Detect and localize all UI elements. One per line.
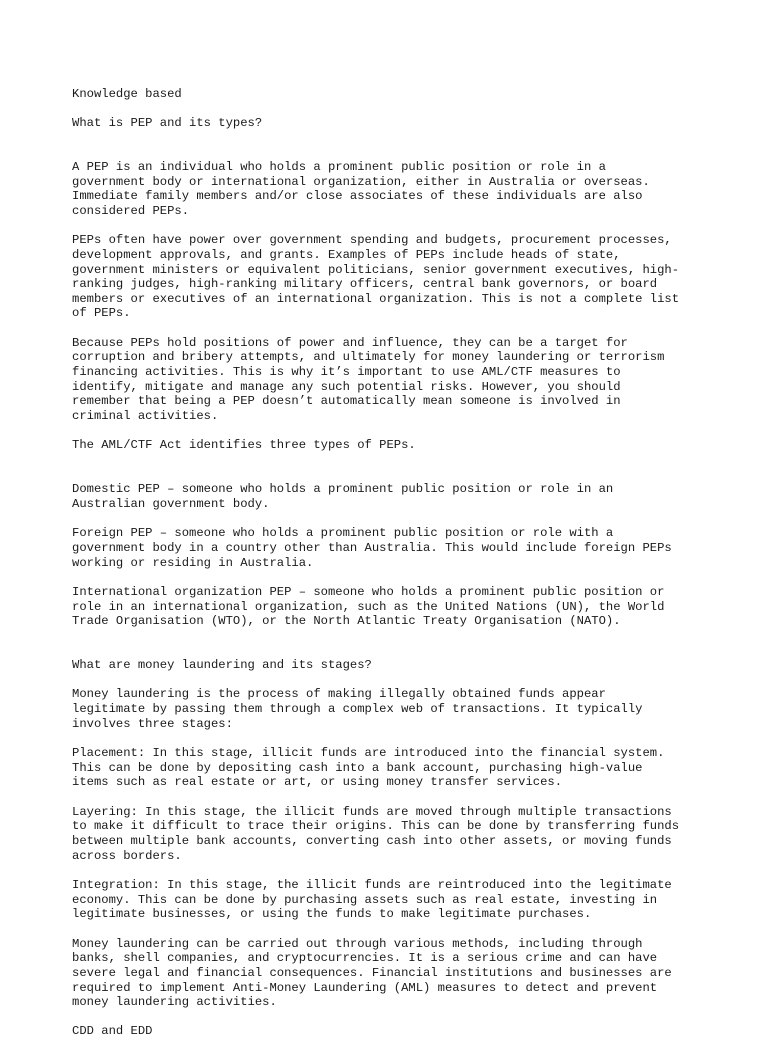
cdd-heading: CDD and EDD xyxy=(72,1024,153,1039)
pep-types-intro: The AML/CTF Act identifies three types of PEPs. xyxy=(72,438,416,453)
ml-question-heading: What are money laundering and its stages? xyxy=(72,658,372,673)
pep-power-paragraph: PEPs often have power over government spending and budgets, procurement processes, development approvals, and grants. Examples of PEPs include heads of state, government ministers or equivalent politicians, senior government executives, high- ranking judges, high-ranking military officers, central bank governors, or board members or executives of an international organization. This is not a complete list of PEPs. xyxy=(72,233,680,321)
category-label: Knowledge based xyxy=(72,86,182,101)
pep-type-international: International organization PEP – someone who holds a prominent public position or role in an international organization, such as the United Nations (UN), the World Trade Organisation (WTO), or the North Atlantic Treaty Organisation (NATO). xyxy=(72,584,665,629)
pep-type-domestic: Domestic PEP – someone who holds a prominent public position or role in an Australian government body. xyxy=(72,482,614,511)
stage-integration: Integration: In this stage, the illicit funds are reintroduced into the legitimate economy. This can be done by purchasing assets such as real estate, investing in legitimate businesses, or using the funds to make legitimate purchases. xyxy=(72,877,672,922)
pep-type-foreign: Foreign PEP – someone who holds a prominent public position or role with a government body in a country other than Australia. This would include foreign PEPs working or residing in Australia. xyxy=(72,526,672,570)
ml-methods-paragraph: Money laundering can be carried out through various methods, including through banks, shell companies, and cryptocurrencies. It is a serious crime and can have severe legal and financial consequences. Financial institutions and businesses are required to implement Anti-Money Laundering (AML) measures to detect and prevent money laundering activities. xyxy=(72,936,672,1010)
pep-question-heading: What is PEP and its types? xyxy=(72,115,263,130)
header-block xyxy=(72,72,712,145)
ml-intro-paragraph: Money laundering is the process of making illegally obtained funds appear legitimate by passing them through a complex web of transactions. It typically involves three stages: xyxy=(72,687,643,731)
pep-risk-paragraph: Because PEPs hold positions of power and influence, they can be a target for corruption and bribery attempts, and ultimately for money laundering or terrorism financing activities. This is why it’s important to use AML/CTF measures to identify, mitigate and manage any such potential risks. However, you should remember that being a PEP doesn’t automatically mean someone is involved in criminal activities. xyxy=(72,335,665,424)
pep-types-list xyxy=(72,468,712,644)
pep-intro-paragraph: A PEP is an individual who holds a prominent public position or role in a government body or international organization, either in Australia or overseas. Immediate family members and/or close associates of these individuals are also considered PEPs. xyxy=(72,159,650,218)
stage-layering: Layering: In this stage, the illicit funds are moved through multiple transactions to make it difficult to trace their origins. This can be done by transferring funds between multiple bank accounts, converting cash into other assets, or moving funds across borders. xyxy=(72,804,680,863)
stage-placement: Placement: In this stage, illicit funds are introduced into the financial system. This can be done by depositing cash into a bank account, purchasing high-value items such as real estate or art, or using money transfer services. xyxy=(72,746,665,790)
document-page xyxy=(72,72,712,1054)
